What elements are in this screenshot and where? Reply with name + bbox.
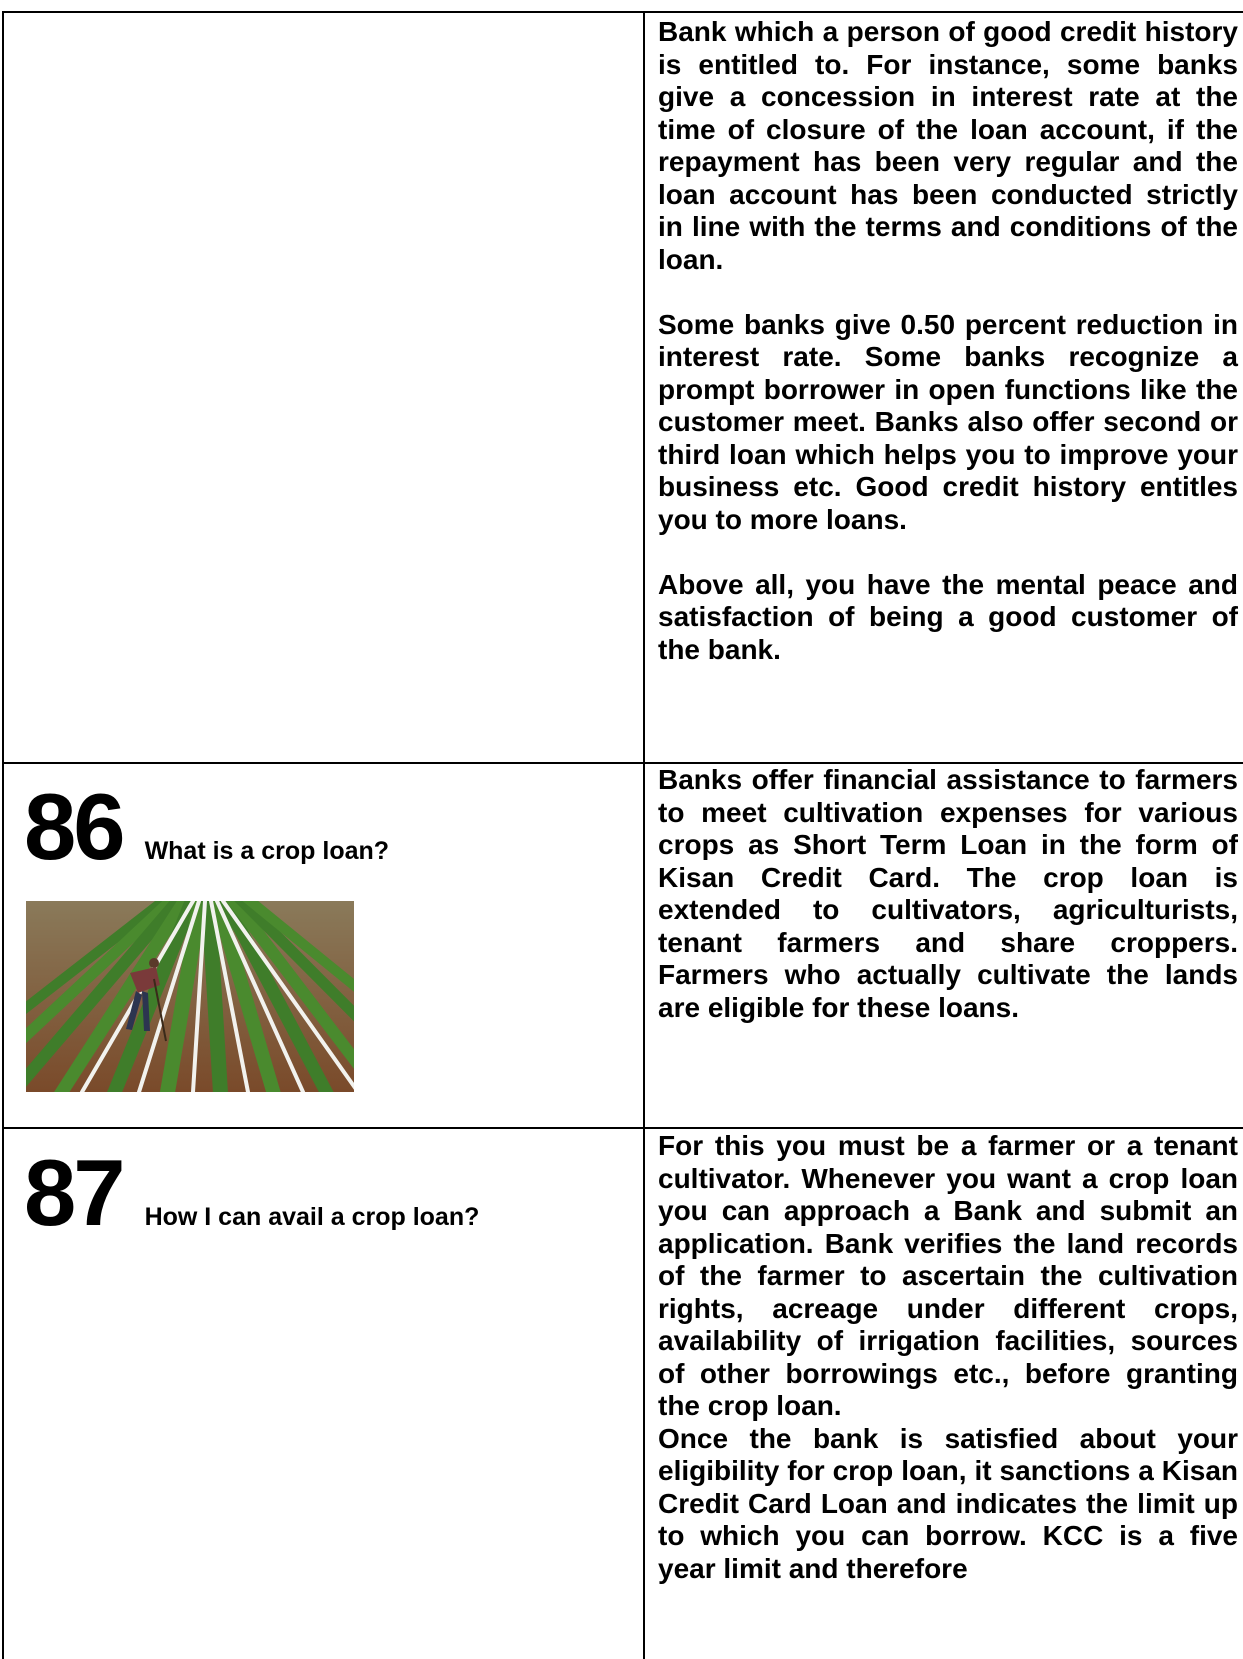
crop-field-farmer-image: [26, 901, 354, 1092]
answer-paragraph: For this you must be a farmer or a tenant cultivator. Whenever you want a crop loan you can approach a Bank and submit an application. Bank verifies the land records of the farmer to ascertain the cultivation rights, acreage under different crops, availability of irrigation facilities, sources of other borrowings etc., before granting the crop loan.: [658, 1130, 1238, 1421]
row-divider-87: [2, 1127, 1243, 1129]
question-number: 87: [24, 1140, 123, 1245]
answer-continued: [658, 16, 1238, 666]
answer-86: [658, 764, 1238, 1024]
answer-paragraph: Bank which a person of good credit history is entitled to. For instance, some banks give a concession in interest rate at the time of closure of the loan account, if the repayment has been very regular and the loan account has been conducted strictly in line with the terms and conditions of the loan.: [658, 16, 1238, 275]
question-text: How I can avail a crop loan?: [144, 1203, 480, 1231]
answer-87: [658, 1130, 1238, 1585]
question-87: [24, 1140, 480, 1245]
question-86: [24, 774, 390, 879]
answer-paragraph: Above all, you have the mental peace and satisfaction of being a good customer of the bank.: [658, 568, 1238, 665]
answer-paragraph: Some banks give 0.50 percent reduction in interest rate. Some banks recognize a prompt borrower in open functions like the customer meet. Banks also offer second or third loan which helps you to improve your business etc. Good credit history entitles you to more loans.: [658, 308, 1238, 535]
table-top-border: [2, 11, 1243, 13]
answer-paragraph: Banks offer financial assistance to farmers to meet cultivation expenses for various crops as Short Term Loan in the form of Kisan Credit Card. The crop loan is extended to cultivators, agriculturists, tenant farmers and share croppers. Farmers who actually cultivate the lands are eligible for these loans.: [658, 764, 1238, 1023]
question-text: What is a crop loan?: [144, 837, 390, 865]
table-left-border: [2, 11, 4, 1659]
question-number: 86: [24, 774, 123, 879]
answer-paragraph: Once the bank is satisfied about your eligibility for crop loan, it sanctions a Kisan Credit Card Loan and indicates the limit up to which you can borrow. KCC is a five year limit and therefore: [658, 1422, 1238, 1584]
table-column-divider: [643, 11, 645, 1659]
